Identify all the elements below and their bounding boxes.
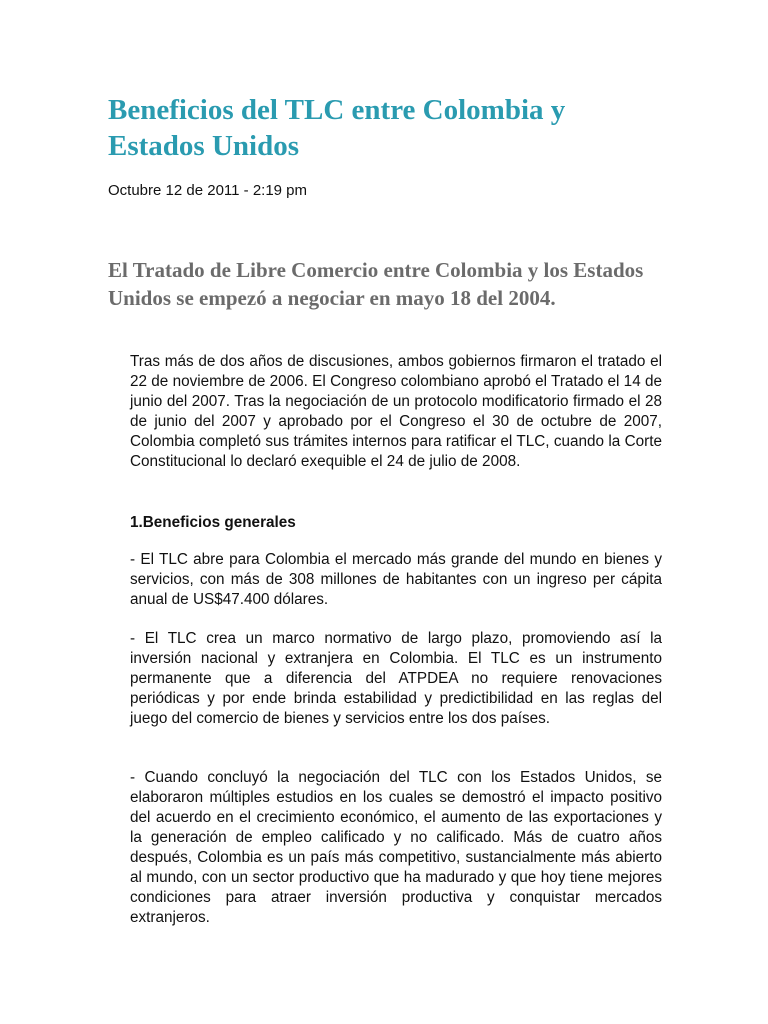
benefit-paragraph-3: - Cuando concluyó la negociación del TLC con los Estados Unidos, se elaboraron múltiples estudios en los cuales se demostró el impacto positivo del acuerdo en el crecimiento económico, el aumento de las exportaciones y la generación de empleo calificado y no calificado. Más de cuatro años después, Colombia es un país más competitivo, sustancialmente más abierto al mundo, con un sector productivo que ha madurado y que hoy tiene mejores condiciones para atraer inversión productiva y conquistar mercados extranjeros. (130, 769, 662, 926)
benefit-paragraph-2: - El TLC crea un marco normativo de largo plazo, promoviendo así la inversión nacional y extranjera en Colombia. El TLC es un instrumento permanente que a diferencia del ATPDEA no requiere renovaciones periódicas y por ende brinda estabilidad y predictibilidad en las reglas del juego del comercio de bienes y servicios entre los dos países. (130, 630, 662, 727)
benefit-paragraph-1: - El TLC abre para Colombia el mercado más grande del mundo en bienes y servicios, con más de 308 millones de habitantes con un ingreso per cápita anual de US$47.400 dólares. (130, 551, 662, 608)
intro-paragraph: Tras más de dos años de discusiones, ambos gobiernos firmaron el tratado el 22 de noviembre de 2006. El Congreso colombiano aprobó el Tratado el 14 de junio del 2007. Tras la negociación de un protocolo modificatorio firmado el 28 de junio del 2007 y aprobado por el Congreso el 30 de octubre de 2007, Colombia completó sus trámites internos para ratificar el TLC, cuando la Corte Constitucional lo declaró exequible el 24 de julio de 2008. (130, 353, 662, 470)
section-heading: 1.Beneficios generales (130, 514, 296, 531)
article-date: Octubre 12 de 2011 - 2:19 pm (108, 182, 308, 199)
article-title: Beneficios del TLC entre Colombia y Estados Unidos (108, 94, 566, 162)
article-subtitle: El Tratado de Libre Comercio entre Colombia y los Estados Unidos se empezó a negociar en mayo 18 del 2004. (108, 258, 644, 310)
